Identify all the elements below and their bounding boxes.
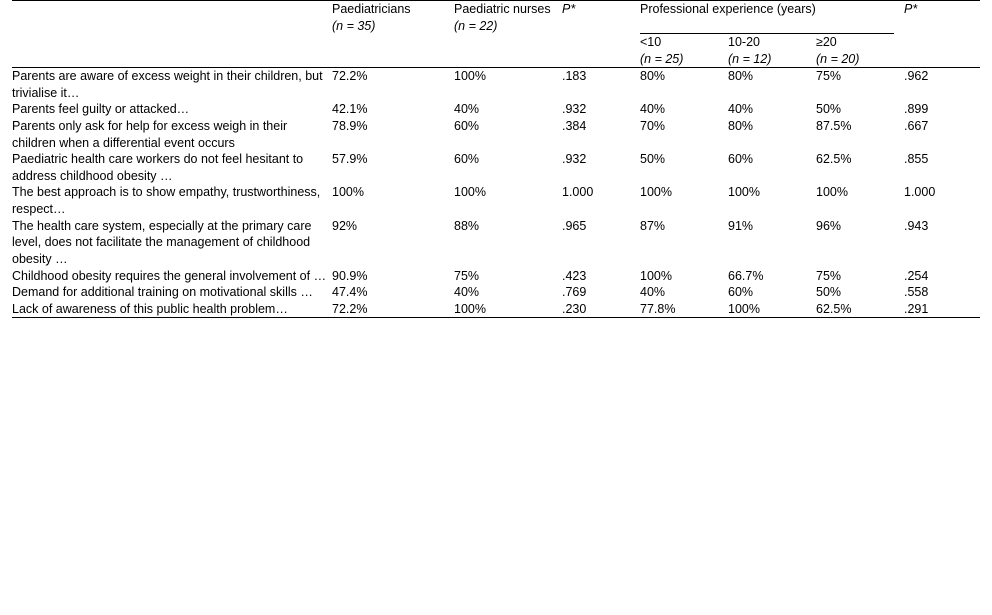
row-exp-ge20: 96% bbox=[816, 218, 842, 233]
row-exp-10-20: 40% bbox=[728, 102, 754, 117]
row-paediatricians: 72.2% bbox=[332, 69, 368, 83]
row-exp-ge20: 62.5% bbox=[816, 152, 852, 167]
row-item: The health care system, especially at the primary care level, does not facilitate the management of childhood obesity … bbox=[12, 218, 312, 266]
row-p2: 1.000 bbox=[904, 185, 936, 200]
header-row bbox=[12, 1, 980, 34]
row-nurses: 60% bbox=[454, 152, 480, 167]
table-bottom-rule bbox=[12, 318, 980, 319]
row-p1: .183 bbox=[562, 69, 587, 83]
row-item: Parents are aware of excess weight in their children, but trivialise it… bbox=[12, 69, 323, 100]
row-p1: 1.000 bbox=[562, 185, 594, 200]
row-paediatricians: 57.9% bbox=[332, 152, 368, 167]
row-exp-lt10: 100% bbox=[640, 268, 672, 283]
subheader-exp-10-20-n: (n = 12) bbox=[728, 51, 772, 66]
row-exp-10-20: 66.7% bbox=[728, 268, 764, 283]
row-nurses: 60% bbox=[454, 118, 480, 133]
row-p1: .423 bbox=[562, 268, 587, 283]
row-item: Parents feel guilty or attacked… bbox=[12, 102, 190, 117]
row-nurses: 40% bbox=[454, 102, 480, 117]
header-paediatricians bbox=[332, 1, 454, 34]
subheader-exp-ge20-n: (n = 20) bbox=[816, 51, 860, 66]
header-nurses-label: Paediatric nurses bbox=[454, 2, 551, 16]
table-row bbox=[12, 101, 980, 118]
row-p1: .932 bbox=[562, 152, 587, 167]
results-table bbox=[12, 0, 980, 318]
row-p2: .667 bbox=[904, 118, 929, 133]
header-paediatricians-label: Paediatricians bbox=[332, 2, 411, 16]
subheader-exp-lt10-label: <10 bbox=[640, 35, 662, 49]
row-nurses: 75% bbox=[454, 268, 480, 283]
row-exp-ge20: 100% bbox=[816, 185, 848, 200]
row-p1: .932 bbox=[562, 102, 587, 117]
table-row bbox=[12, 301, 980, 318]
row-exp-lt10: 100% bbox=[640, 185, 672, 200]
subheader-paediatricians bbox=[332, 34, 454, 67]
row-paediatricians: 72.2% bbox=[332, 301, 368, 316]
row-exp-ge20: 62.5% bbox=[816, 301, 852, 316]
row-exp-lt10: 50% bbox=[640, 152, 666, 167]
subheader-nurses bbox=[454, 34, 562, 67]
table-row bbox=[12, 68, 980, 102]
row-paediatricians: 42.1% bbox=[332, 102, 368, 117]
subheader-item bbox=[12, 34, 332, 67]
row-item: The best approach is to show empathy, trustworthiness, respect… bbox=[12, 185, 321, 216]
row-exp-10-20: 80% bbox=[728, 69, 754, 83]
header-paediatricians-n: (n = 35) bbox=[332, 18, 376, 33]
row-paediatricians: 92% bbox=[332, 218, 358, 233]
row-item: Paediatric health care workers do not feel hesitant to address childhood obesity … bbox=[12, 152, 304, 183]
header-experience-group bbox=[640, 1, 904, 34]
subheader-exp-lt10 bbox=[640, 34, 728, 67]
table-row bbox=[12, 284, 980, 301]
table-row bbox=[12, 218, 980, 268]
subheader-p1 bbox=[562, 34, 640, 67]
row-exp-lt10: 80% bbox=[640, 69, 666, 83]
row-nurses: 88% bbox=[454, 218, 480, 233]
row-p2: .254 bbox=[904, 268, 929, 283]
row-exp-10-20: 60% bbox=[728, 152, 754, 167]
header-nurses bbox=[454, 1, 562, 34]
row-exp-10-20: 100% bbox=[728, 185, 760, 200]
row-nurses: 100% bbox=[454, 69, 486, 83]
row-item: Childhood obesity requires the general involvement of … bbox=[12, 268, 327, 283]
row-nurses: 100% bbox=[454, 185, 486, 200]
header-experience-group-label: Professional experience (years) bbox=[640, 2, 816, 16]
row-p1: .230 bbox=[562, 301, 587, 316]
row-paediatricians: 47.4% bbox=[332, 285, 368, 300]
row-p1: .769 bbox=[562, 285, 587, 300]
subheader-exp-ge20-label: ≥20 bbox=[816, 35, 837, 49]
header-item bbox=[12, 1, 332, 34]
row-p1: .384 bbox=[562, 118, 587, 133]
subheader-row bbox=[12, 34, 980, 67]
row-exp-10-20: 100% bbox=[728, 301, 760, 316]
header-p-value-1: P* bbox=[562, 2, 576, 16]
row-p2: .899 bbox=[904, 102, 929, 117]
row-paediatricians: 100% bbox=[332, 185, 364, 200]
header-p-value-2: P* bbox=[904, 2, 918, 16]
table-row bbox=[12, 184, 980, 217]
row-exp-lt10: 70% bbox=[640, 118, 666, 133]
row-paediatricians: 78.9% bbox=[332, 118, 368, 133]
header-nurses-n: (n = 22) bbox=[454, 18, 498, 33]
row-item: Demand for additional training on motivational skills … bbox=[12, 285, 313, 300]
row-exp-ge20: 75% bbox=[816, 268, 842, 283]
row-item: Lack of awareness of this public health problem… bbox=[12, 301, 288, 316]
row-p2: .291 bbox=[904, 301, 929, 316]
row-exp-ge20: 50% bbox=[816, 102, 842, 117]
subheader-exp-10-20 bbox=[728, 34, 816, 67]
table-row bbox=[12, 268, 980, 285]
table-row bbox=[12, 151, 980, 184]
row-exp-lt10: 77.8% bbox=[640, 301, 676, 316]
subheader-exp-ge20 bbox=[816, 34, 904, 67]
row-exp-ge20: 75% bbox=[816, 69, 842, 83]
row-exp-lt10: 40% bbox=[640, 102, 666, 117]
row-paediatricians: 90.9% bbox=[332, 268, 368, 283]
row-p2: .558 bbox=[904, 285, 929, 300]
row-p2: .962 bbox=[904, 69, 929, 83]
row-p2: .943 bbox=[904, 218, 929, 233]
row-item: Parents only ask for help for excess weigh in their children when a differential event occurs bbox=[12, 118, 288, 150]
row-p1: .965 bbox=[562, 218, 587, 233]
row-nurses: 100% bbox=[454, 301, 486, 316]
subheader-exp-10-20-label: 10-20 bbox=[728, 35, 760, 49]
subheader-exp-lt10-n: (n = 25) bbox=[640, 51, 684, 66]
row-exp-10-20: 60% bbox=[728, 285, 754, 300]
row-exp-lt10: 40% bbox=[640, 285, 666, 300]
row-p2: .855 bbox=[904, 152, 929, 167]
row-exp-10-20: 80% bbox=[728, 118, 754, 133]
table-row bbox=[12, 118, 980, 151]
row-exp-10-20: 91% bbox=[728, 218, 754, 233]
subheader-p2 bbox=[904, 34, 980, 67]
row-nurses: 40% bbox=[454, 285, 480, 300]
row-exp-ge20: 87.5% bbox=[816, 118, 852, 133]
row-exp-lt10: 87% bbox=[640, 218, 666, 233]
row-exp-ge20: 50% bbox=[816, 285, 842, 300]
